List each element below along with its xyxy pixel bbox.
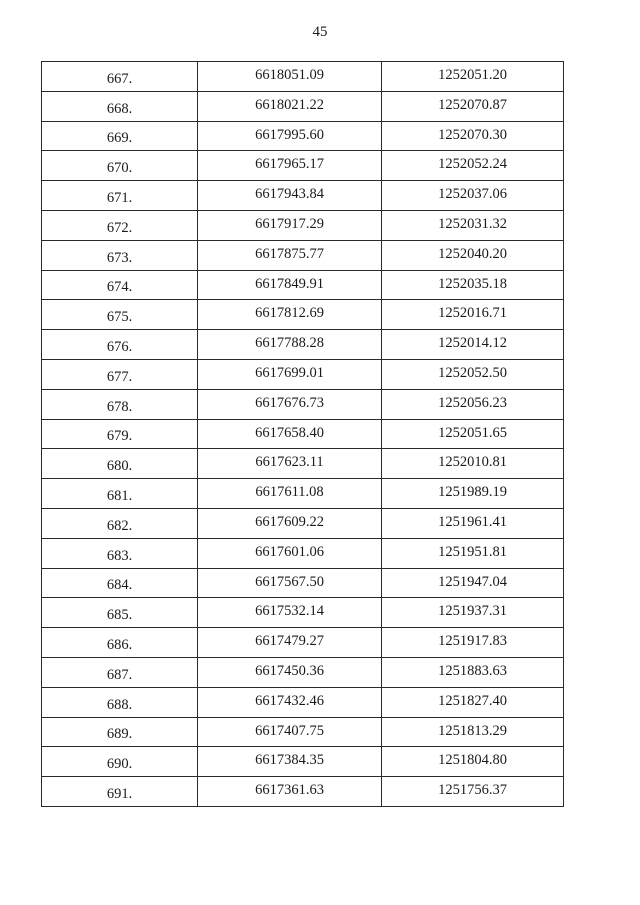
x-coordinate-cell: 6618051.09 bbox=[198, 62, 382, 92]
point-number-cell: 669. bbox=[42, 121, 198, 151]
x-coordinate-cell: 6617567.50 bbox=[198, 568, 382, 598]
y-coordinate-cell: 1252052.24 bbox=[382, 151, 564, 181]
table-row bbox=[42, 240, 564, 270]
y-coordinate-cell: 1252031.32 bbox=[382, 210, 564, 240]
table-row bbox=[42, 687, 564, 717]
x-coordinate-cell: 6617875.77 bbox=[198, 240, 382, 270]
y-coordinate-cell: 1251989.19 bbox=[382, 479, 564, 509]
x-coordinate-cell: 6617965.17 bbox=[198, 151, 382, 181]
point-number-cell: 686. bbox=[42, 628, 198, 658]
x-coordinate-cell: 6617479.27 bbox=[198, 628, 382, 658]
y-coordinate-cell: 1252070.30 bbox=[382, 121, 564, 151]
point-number-cell: 677. bbox=[42, 359, 198, 389]
table-row bbox=[42, 747, 564, 777]
point-number-cell: 683. bbox=[42, 538, 198, 568]
table-row bbox=[42, 419, 564, 449]
point-number-cell: 676. bbox=[42, 330, 198, 360]
y-coordinate-cell: 1251756.37 bbox=[382, 777, 564, 807]
x-coordinate-cell: 6617601.06 bbox=[198, 538, 382, 568]
y-coordinate-cell: 1251883.63 bbox=[382, 657, 564, 687]
x-coordinate-cell: 6617943.84 bbox=[198, 181, 382, 211]
y-coordinate-cell: 1251917.83 bbox=[382, 628, 564, 658]
point-number-cell: 678. bbox=[42, 389, 198, 419]
x-coordinate-cell: 6617384.35 bbox=[198, 747, 382, 777]
table-row bbox=[42, 330, 564, 360]
table-row bbox=[42, 270, 564, 300]
page-number: 45 bbox=[312, 24, 328, 40]
x-coordinate-cell: 6617699.01 bbox=[198, 359, 382, 389]
y-coordinate-cell: 1251961.41 bbox=[382, 508, 564, 538]
x-coordinate-cell: 6617611.08 bbox=[198, 479, 382, 509]
y-coordinate-cell: 1251827.40 bbox=[382, 687, 564, 717]
point-number-cell: 684. bbox=[42, 568, 198, 598]
x-coordinate-cell: 6617676.73 bbox=[198, 389, 382, 419]
point-number-cell: 673. bbox=[42, 240, 198, 270]
table-row bbox=[42, 210, 564, 240]
table-row bbox=[42, 598, 564, 628]
table-row bbox=[42, 538, 564, 568]
point-number-cell: 685. bbox=[42, 598, 198, 628]
point-number-cell: 690. bbox=[42, 747, 198, 777]
y-coordinate-cell: 1252014.12 bbox=[382, 330, 564, 360]
table-row bbox=[42, 479, 564, 509]
y-coordinate-cell: 1252051.65 bbox=[382, 419, 564, 449]
x-coordinate-cell: 6617407.75 bbox=[198, 717, 382, 747]
point-number-cell: 680. bbox=[42, 449, 198, 479]
x-coordinate-cell: 6617917.29 bbox=[198, 210, 382, 240]
x-coordinate-cell: 6617995.60 bbox=[198, 121, 382, 151]
y-coordinate-cell: 1252056.23 bbox=[382, 389, 564, 419]
x-coordinate-cell: 6618021.22 bbox=[198, 91, 382, 121]
y-coordinate-cell: 1252040.20 bbox=[382, 240, 564, 270]
table-row bbox=[42, 151, 564, 181]
table-row bbox=[42, 300, 564, 330]
y-coordinate-cell: 1251804.80 bbox=[382, 747, 564, 777]
x-coordinate-cell: 6617532.14 bbox=[198, 598, 382, 628]
point-number-cell: 670. bbox=[42, 151, 198, 181]
table-row bbox=[42, 121, 564, 151]
point-number-cell: 674. bbox=[42, 270, 198, 300]
x-coordinate-cell: 6617450.36 bbox=[198, 657, 382, 687]
point-number-cell: 682. bbox=[42, 508, 198, 538]
y-coordinate-cell: 1251813.29 bbox=[382, 717, 564, 747]
point-number-cell: 688. bbox=[42, 687, 198, 717]
table-row bbox=[42, 777, 564, 807]
y-coordinate-cell: 1252052.50 bbox=[382, 359, 564, 389]
point-number-cell: 679. bbox=[42, 419, 198, 449]
table-row bbox=[42, 62, 564, 92]
x-coordinate-cell: 6617361.63 bbox=[198, 777, 382, 807]
x-coordinate-cell: 6617788.28 bbox=[198, 330, 382, 360]
y-coordinate-cell: 1251951.81 bbox=[382, 538, 564, 568]
y-coordinate-cell: 1251947.04 bbox=[382, 568, 564, 598]
coordinates-table-body bbox=[42, 62, 564, 807]
table-row bbox=[42, 717, 564, 747]
table-row bbox=[42, 91, 564, 121]
point-number-cell: 667. bbox=[42, 62, 198, 92]
table-row bbox=[42, 359, 564, 389]
y-coordinate-cell: 1252037.06 bbox=[382, 181, 564, 211]
x-coordinate-cell: 6617849.91 bbox=[198, 270, 382, 300]
table-row bbox=[42, 628, 564, 658]
y-coordinate-cell: 1252070.87 bbox=[382, 91, 564, 121]
x-coordinate-cell: 6617609.22 bbox=[198, 508, 382, 538]
point-number-cell: 681. bbox=[42, 479, 198, 509]
point-number-cell: 689. bbox=[42, 717, 198, 747]
point-number-cell: 672. bbox=[42, 210, 198, 240]
point-number-cell: 671. bbox=[42, 181, 198, 211]
coordinates-table bbox=[41, 61, 564, 807]
y-coordinate-cell: 1252051.20 bbox=[382, 62, 564, 92]
x-coordinate-cell: 6617658.40 bbox=[198, 419, 382, 449]
point-number-cell: 691. bbox=[42, 777, 198, 807]
y-coordinate-cell: 1252010.81 bbox=[382, 449, 564, 479]
y-coordinate-cell: 1252016.71 bbox=[382, 300, 564, 330]
x-coordinate-cell: 6617623.11 bbox=[198, 449, 382, 479]
x-coordinate-cell: 6617432.46 bbox=[198, 687, 382, 717]
table-row bbox=[42, 449, 564, 479]
table-row bbox=[42, 181, 564, 211]
point-number-cell: 687. bbox=[42, 657, 198, 687]
y-coordinate-cell: 1252035.18 bbox=[382, 270, 564, 300]
y-coordinate-cell: 1251937.31 bbox=[382, 598, 564, 628]
point-number-cell: 675. bbox=[42, 300, 198, 330]
table-row bbox=[42, 657, 564, 687]
point-number-cell: 668. bbox=[42, 91, 198, 121]
x-coordinate-cell: 6617812.69 bbox=[198, 300, 382, 330]
table-row bbox=[42, 389, 564, 419]
table-row bbox=[42, 508, 564, 538]
table-row bbox=[42, 568, 564, 598]
